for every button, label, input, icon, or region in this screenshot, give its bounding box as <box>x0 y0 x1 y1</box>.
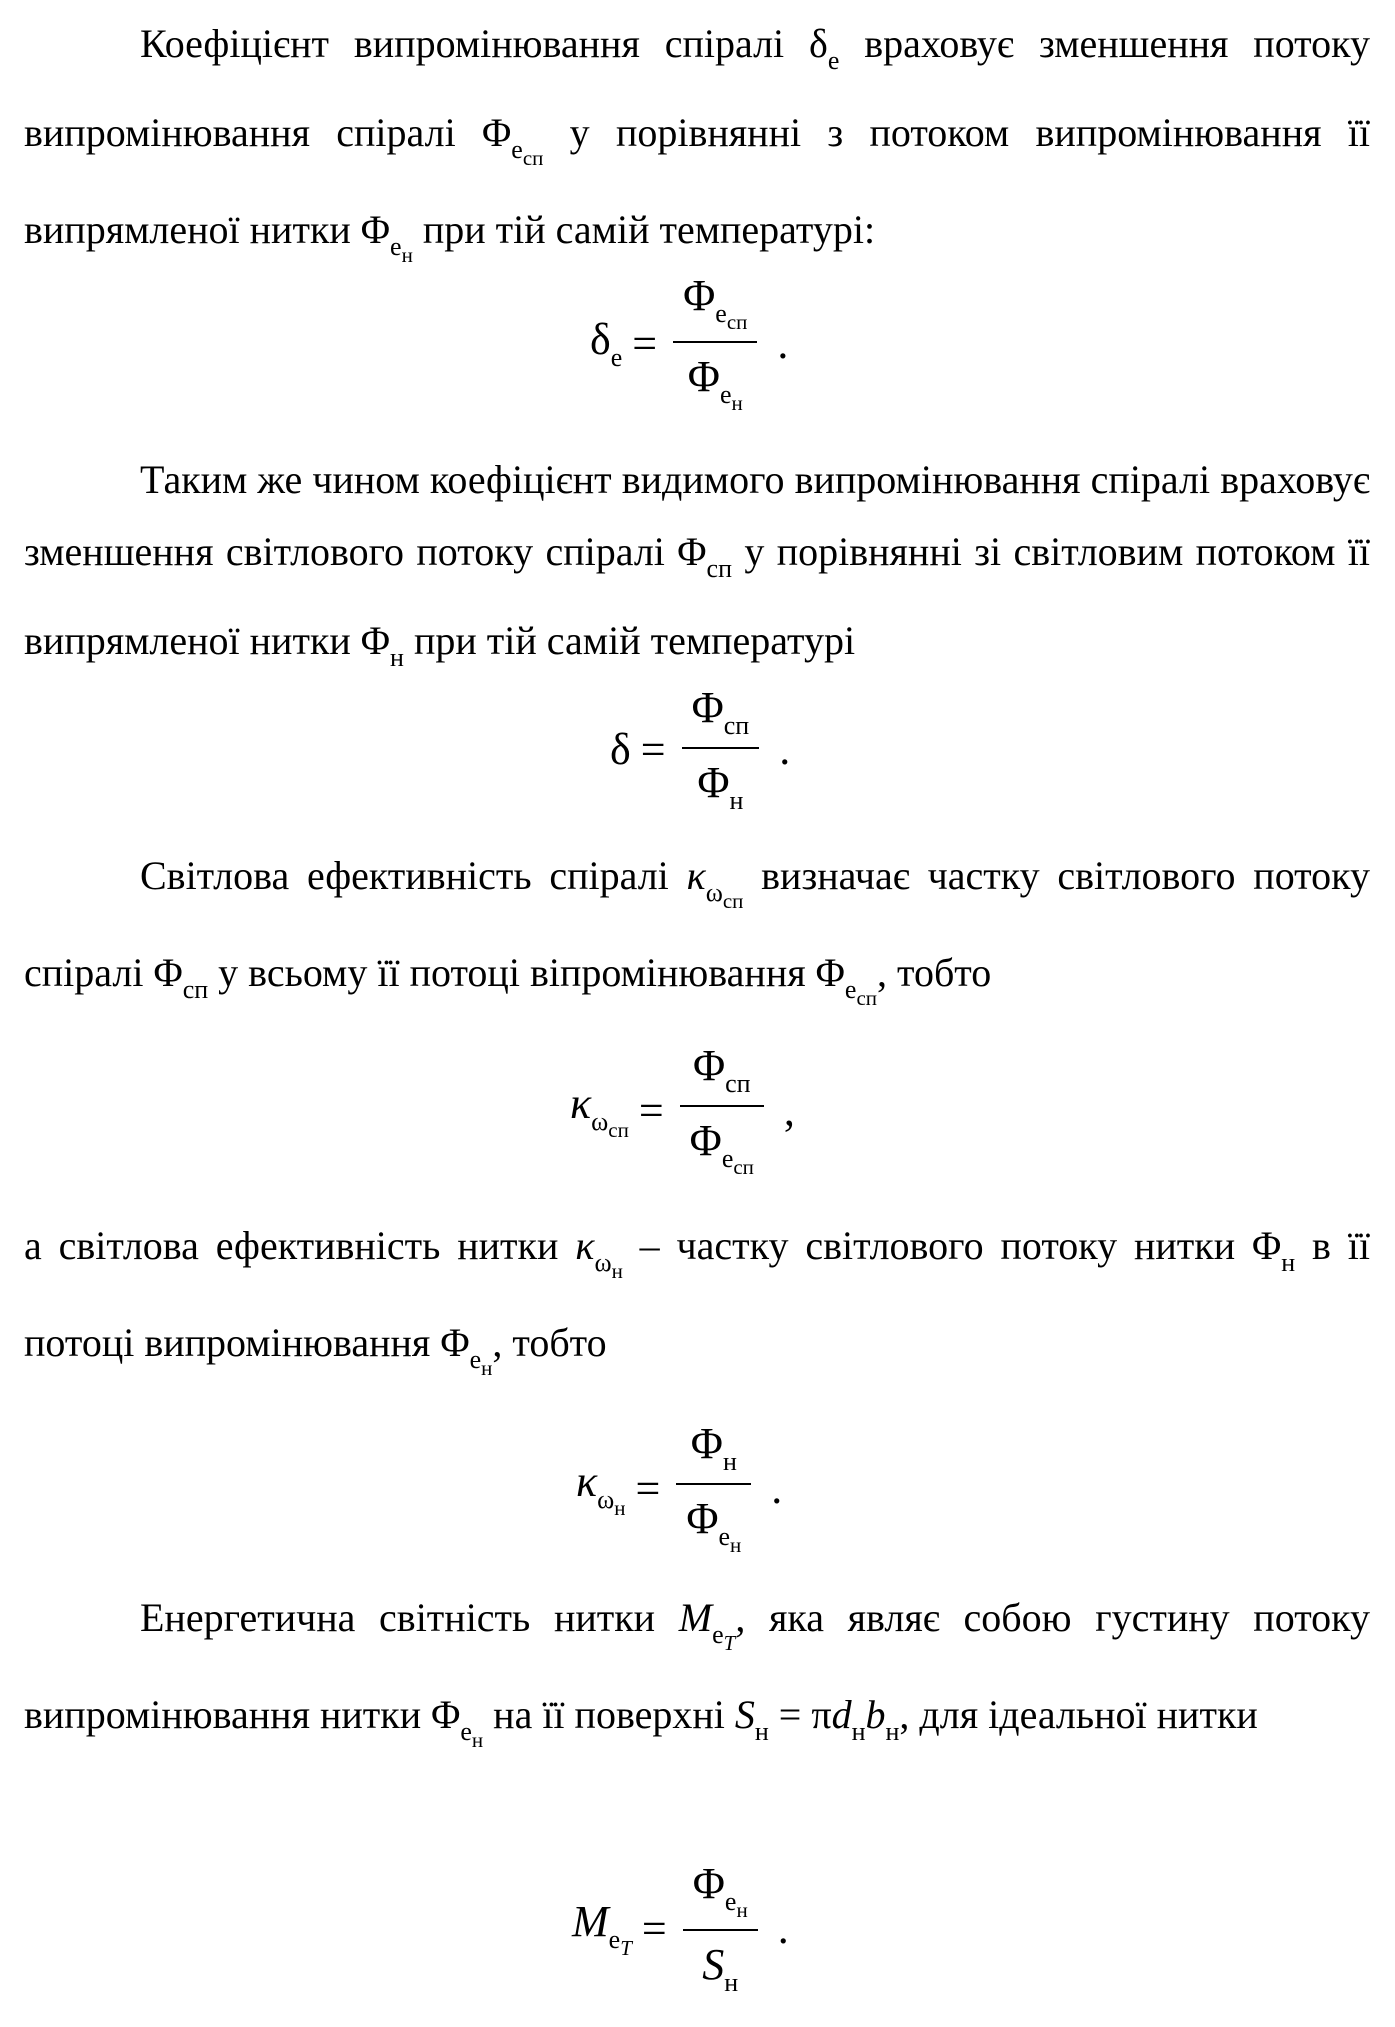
inline-math: $\Phi_{е_{сп}}$ <box>482 110 544 170</box>
inline-math: $\Phi_{е_{сп}}$ <box>815 950 877 1010</box>
inline-math: $\Phi_{сп}$ <box>677 529 732 583</box>
inline-math: $\Phi_н$ <box>360 618 404 672</box>
text: , яка являє собою густину потоку випромінювання нитки <box>24 1595 1371 1737</box>
inline-math: $\Phi_{сп}$ <box>153 950 209 1004</box>
text: а світлова ефективність нитки <box>24 1223 559 1268</box>
text: , тобто <box>877 950 992 995</box>
text: у порівнянні зі світловим потоком її випрямленої нитки <box>24 529 1371 663</box>
text: , тобто <box>492 1320 607 1365</box>
inline-math: $S_н = \pi d_нb_н$ <box>734 1692 900 1746</box>
text: при тій самій температурі: <box>422 207 876 252</box>
text: Енергетична світність нитки <box>140 1595 656 1640</box>
text: при тій самій температурі <box>413 618 856 663</box>
inline-math: $\Phi_{е_н}$ <box>360 207 413 267</box>
formula-delta: δ = $\frac{\Phi_{сп}}{\Phi_н}$ . <box>610 683 791 815</box>
paragraph-5 <box>24 1582 1370 1776</box>
text: у всьому її потоці віпромінювання <box>218 950 806 995</box>
formula-kappa-n: $\kappa_{\omega_н}$ = $\frac{\Phi_н}{\Phi_{е_н}}$ . <box>576 1419 783 1557</box>
inline-math: $\delta_е$ <box>809 21 840 75</box>
text: в її потоці випромінювання <box>24 1223 1371 1365</box>
text: Таким же чином коефіцієнт видимого випромінювання спіралі враховує зменшення світлового потоку спіралі <box>24 457 1370 574</box>
inline-math: $\kappa_{\omega_н}$ <box>575 1223 623 1283</box>
paragraph-1 <box>24 8 1370 291</box>
text: – частку світлового потоку нитки <box>639 1223 1236 1268</box>
text: враховує зменшення потоку випромінювання спіралі <box>24 21 1370 155</box>
text: Коефіцієнт випромінювання спіралі <box>140 21 785 66</box>
inline-math: $\Phi_н$ <box>1252 1223 1296 1277</box>
inline-math: $\Phi_{е_н}$ <box>440 1320 493 1380</box>
text: на її поверхні <box>493 1692 725 1737</box>
paragraph-4 <box>24 1210 1370 1404</box>
formula-delta-e: $\delta_е$ = $\frac{\Phi_{е_{сп}}}{\Phi_{е_н}}$ . <box>590 271 789 415</box>
inline-math: $\Phi_{е_н}$ <box>431 1692 484 1752</box>
text: у порівнянні з потоком випромінювання її випрямленої нитки <box>24 110 1371 252</box>
text: Світлова ефективність спіралі <box>140 853 669 898</box>
text: визначає частку світлового потоку спіралі <box>24 853 1371 995</box>
paragraph-3 <box>24 840 1370 1034</box>
inline-math: $M_{е_T}$ <box>678 1595 736 1655</box>
text: , для ідеальної нитки <box>899 1692 1258 1737</box>
paragraph-2 <box>24 444 1370 694</box>
formula-kappa-sp: $\kappa_{\omega_{сп}}$ = $\frac{\Phi_{сп}}{\Phi_{е_{сп}}}$ , <box>570 1041 795 1179</box>
formula-M-eT: $M_{е_T}$ = $\frac{\Phi_{е_н}}{S_н}$ . <box>572 1859 789 1997</box>
inline-math: $\kappa_{\omega_{сп}}$ <box>686 853 744 913</box>
